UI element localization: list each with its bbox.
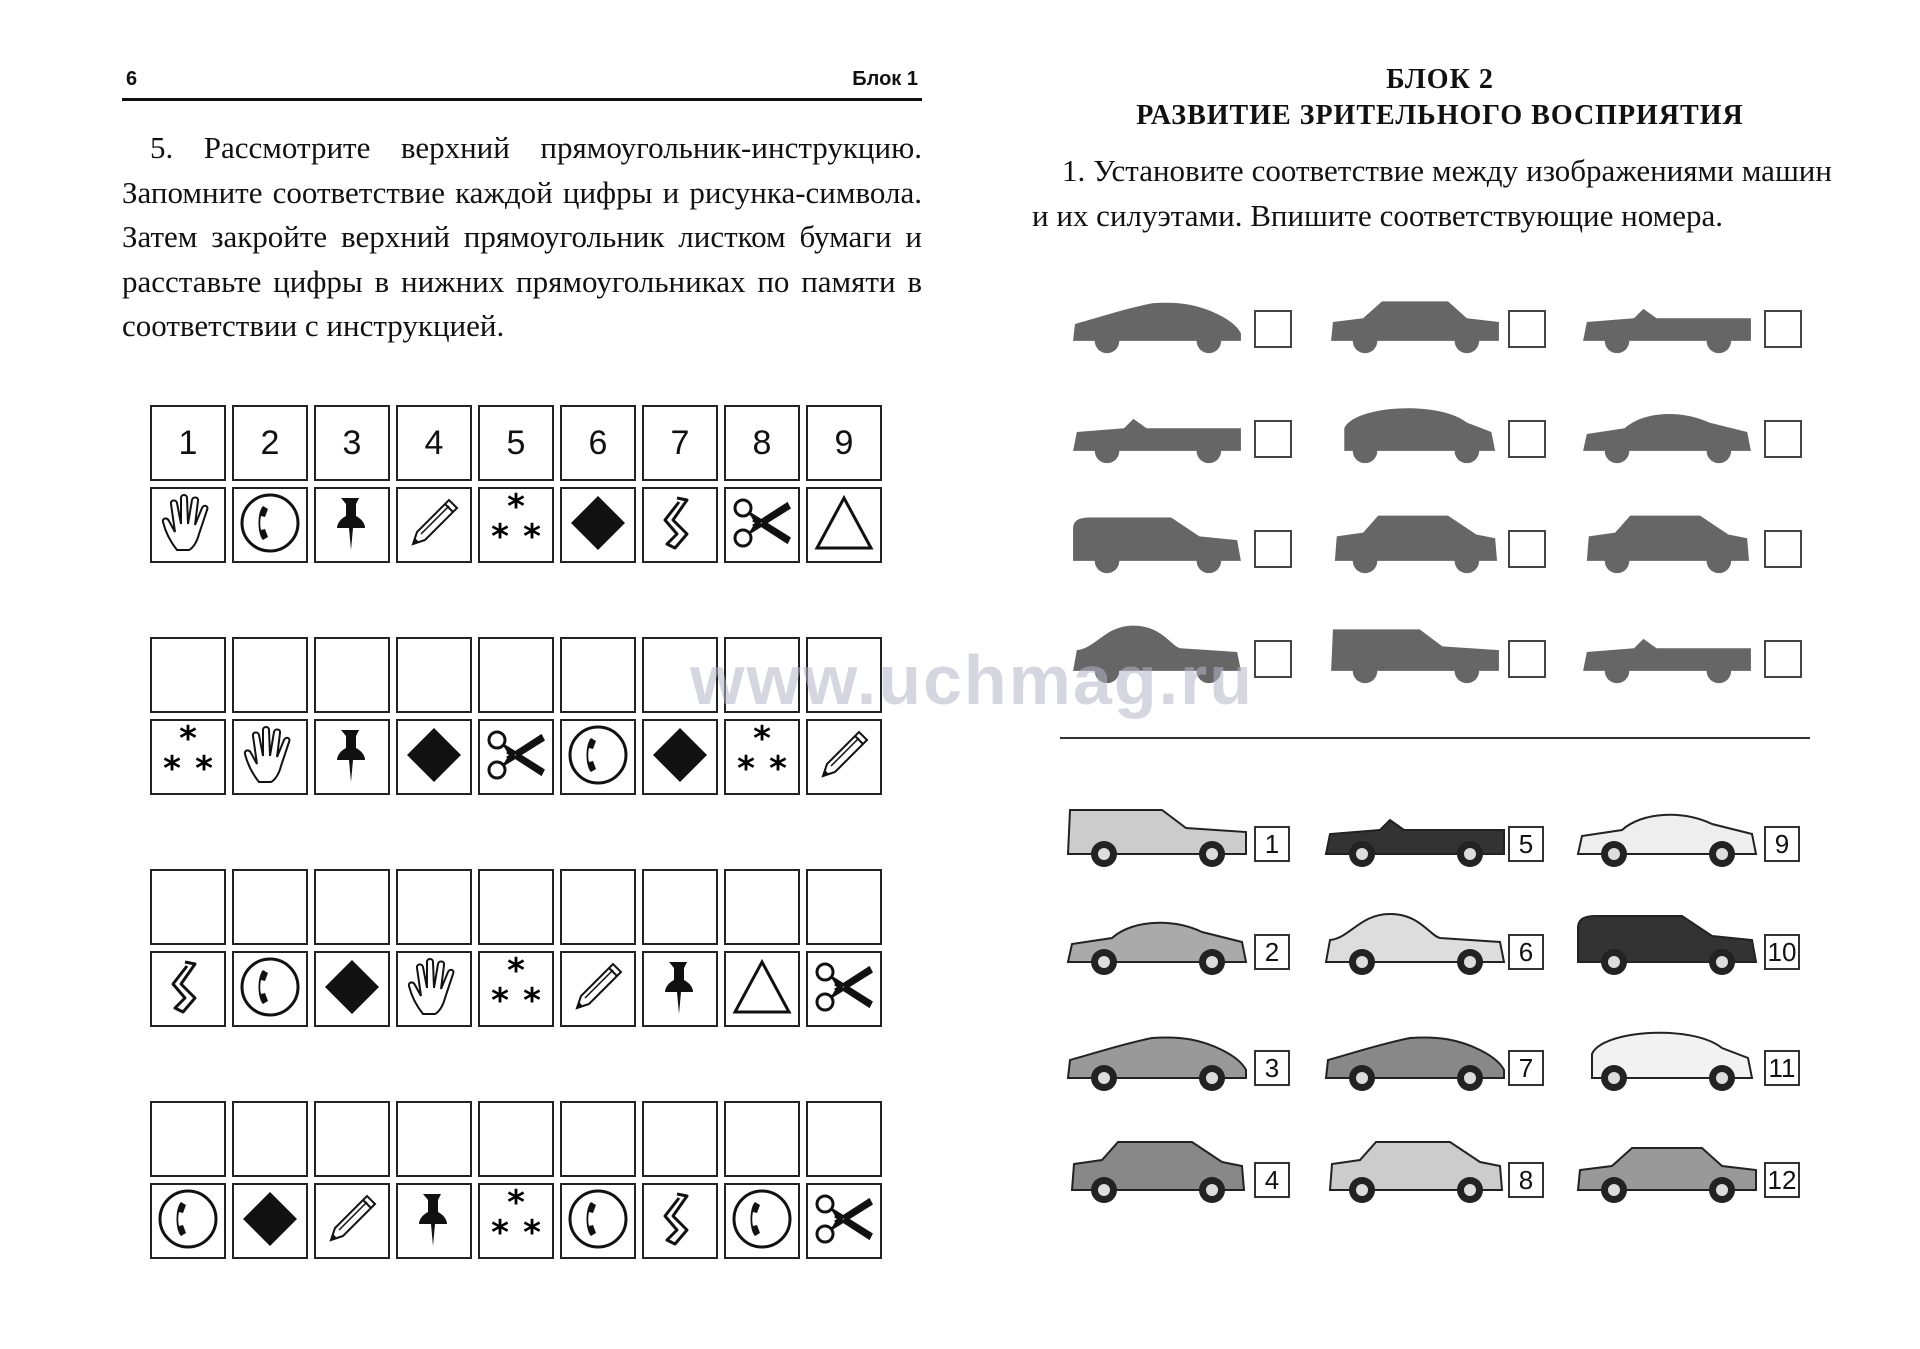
phone-icon	[729, 1186, 795, 1257]
sedan-silhouette	[1320, 290, 1510, 361]
mini-icon	[1320, 1136, 1510, 1211]
svg-text:*: *	[491, 516, 509, 556]
phone-icon	[155, 1186, 221, 1257]
diamond-icon	[319, 954, 385, 1025]
answer-box[interactable]	[560, 1101, 636, 1177]
svg-text:*: *	[507, 489, 525, 527]
paperclip-icon	[647, 1186, 713, 1257]
hand-icon-cell	[232, 719, 308, 795]
beetle-silhouette	[1320, 400, 1510, 471]
answer-box[interactable]	[396, 637, 472, 713]
pushpin-icon	[319, 722, 385, 793]
answer-box[interactable]	[150, 637, 226, 713]
answer-box[interactable]	[806, 1101, 882, 1177]
car-number: 4	[1254, 1162, 1290, 1198]
hatchback-silhouette	[1320, 510, 1510, 581]
exercise-grid-3	[150, 1101, 888, 1259]
scissors-icon-cell	[806, 1183, 882, 1259]
car-number: 10	[1764, 934, 1800, 970]
number-cell	[806, 405, 882, 481]
phone-icon-cell	[560, 1183, 636, 1259]
pencil-icon-cell	[314, 1183, 390, 1259]
hand-icon-cell	[150, 487, 226, 563]
number-cell	[642, 405, 718, 481]
phone-icon	[237, 490, 303, 561]
silhouette-answer-box[interactable]	[1508, 420, 1546, 458]
svg-text:*: *	[769, 748, 787, 788]
phone-icon	[237, 954, 303, 1025]
pencil-icon-cell	[806, 719, 882, 795]
scissors-icon	[483, 722, 549, 793]
answer-box[interactable]	[724, 869, 800, 945]
phone-icon-cell	[724, 1183, 800, 1259]
car-number: 12	[1764, 1162, 1800, 1198]
silhouette-answer-box[interactable]	[1764, 640, 1802, 678]
answer-box[interactable]	[478, 637, 554, 713]
diamond-icon-cell	[560, 487, 636, 563]
instruction-number: 1	[178, 423, 198, 462]
roadster-icon	[1572, 800, 1762, 875]
scissors-icon-cell	[724, 487, 800, 563]
hand-icon	[155, 490, 221, 561]
number-cell	[560, 405, 636, 481]
asterisks-icon-cell	[478, 951, 554, 1027]
hatchback-icon	[1062, 1136, 1252, 1211]
instruction-symbols-row	[150, 487, 888, 563]
pencil-icon	[401, 490, 467, 561]
answer-box[interactable]	[560, 637, 636, 713]
scissors-icon-cell	[806, 951, 882, 1027]
phone-icon	[565, 1186, 631, 1257]
phone-icon-cell	[232, 951, 308, 1027]
svg-text:*: *	[507, 953, 525, 991]
coupe-silhouette	[1572, 400, 1762, 471]
paperclip-icon	[647, 490, 713, 561]
answer-row	[150, 1101, 888, 1177]
answer-box[interactable]	[314, 869, 390, 945]
instruction-number: 5	[506, 423, 526, 462]
svg-text:*: *	[195, 748, 213, 788]
number-cell	[396, 405, 472, 481]
diamond-icon	[237, 1186, 303, 1257]
car-number: 9	[1764, 826, 1800, 862]
running-header	[122, 64, 922, 101]
number-cell	[150, 405, 226, 481]
pushpin-icon	[647, 954, 713, 1025]
pushpin-icon-cell	[396, 1183, 472, 1259]
answer-box[interactable]	[396, 869, 472, 945]
race-car-icon	[1062, 1024, 1252, 1099]
station-wagon-icon	[1062, 800, 1252, 875]
block-subtitle: РАЗВИТИЕ ЗРИТЕЛЬНОГО ВОСПРИЯТИЯ	[1136, 100, 1744, 131]
svg-text:*: *	[491, 980, 509, 1020]
number-cell	[232, 405, 308, 481]
phone-icon	[565, 722, 631, 793]
asterisks-icon	[729, 722, 795, 793]
diamond-icon-cell	[232, 1183, 308, 1259]
silhouette-answer-box[interactable]	[1254, 420, 1292, 458]
convertible-silhouette	[1062, 400, 1252, 471]
scissors-icon	[811, 954, 877, 1025]
pushpin-icon-cell	[642, 951, 718, 1027]
instruction-number: 3	[342, 423, 362, 462]
block-title: БЛОК 2	[1386, 64, 1494, 95]
instruction-grid	[150, 405, 888, 563]
svg-text:*: *	[753, 721, 771, 759]
diamond-icon-cell	[642, 719, 718, 795]
suv-icon	[1572, 908, 1762, 983]
vintage-car-icon	[1320, 908, 1510, 983]
wagon-silhouette	[1320, 620, 1510, 691]
running-head-title: Блок 1	[852, 68, 918, 90]
silhouette-answer-box[interactable]	[1508, 640, 1546, 678]
task-5-text: 5. Рассмотрите верхний прямоугольник-инструкцию. Запомните соответствие каждой цифры и рисунка-символа. Затем закройте верхний прямоугольник листком бумаги и расставьте цифры в нижних прямоугольниках по памяти в соответствии с инструкцией.	[122, 130, 922, 343]
silhouette-answer-box[interactable]	[1508, 530, 1546, 568]
answer-box[interactable]	[560, 869, 636, 945]
symbols-row	[150, 951, 888, 1027]
pushpin-icon	[401, 1186, 467, 1257]
instruction-number: 7	[670, 423, 690, 462]
scissors-icon	[729, 490, 795, 561]
scissors-icon-cell	[478, 719, 554, 795]
phone-icon-cell	[232, 487, 308, 563]
car-number: 5	[1508, 826, 1544, 862]
svg-text:*: *	[523, 516, 541, 556]
symbols-row	[150, 719, 888, 795]
symbols-row	[150, 1183, 888, 1259]
phone-icon-cell	[560, 719, 636, 795]
citroen-icon	[1572, 1024, 1762, 1099]
number-cell	[724, 405, 800, 481]
asterisks-icon	[483, 954, 549, 1025]
scissors-icon	[811, 1186, 877, 1257]
pushpin-icon-cell	[314, 487, 390, 563]
sports-car-icon	[1320, 1024, 1510, 1099]
answer-box[interactable]	[396, 1101, 472, 1177]
instruction-number: 2	[260, 423, 280, 462]
svg-text:*: *	[523, 1212, 541, 1252]
asterisks-icon-cell	[478, 487, 554, 563]
answer-box[interactable]	[232, 1101, 308, 1177]
diamond-icon	[401, 722, 467, 793]
silhouette-answer-box[interactable]	[1508, 310, 1546, 348]
exercise-grid-2	[150, 869, 888, 1027]
instruction-number: 4	[424, 423, 444, 462]
asterisks-icon-cell	[724, 719, 800, 795]
silhouette-answer-box[interactable]	[1764, 530, 1802, 568]
diamond-icon-cell	[314, 951, 390, 1027]
answer-box[interactable]	[232, 637, 308, 713]
pencil-icon	[811, 722, 877, 793]
instruction-number: 9	[834, 423, 854, 462]
sports-car-silhouette	[1062, 290, 1252, 361]
car-number: 1	[1254, 826, 1290, 862]
asterisks-icon-cell	[478, 1183, 554, 1259]
triangle-icon	[729, 954, 795, 1025]
asterisks-icon	[155, 722, 221, 793]
paperclip-icon-cell	[642, 487, 718, 563]
diamond-icon	[565, 490, 631, 561]
car-number: 11	[1764, 1050, 1800, 1086]
car-number: 3	[1254, 1050, 1290, 1086]
pencil-icon-cell	[560, 951, 636, 1027]
asterisks-icon	[483, 490, 549, 561]
instruction-number: 6	[588, 423, 608, 462]
answer-box[interactable]	[478, 869, 554, 945]
diamond-icon	[647, 722, 713, 793]
convertible-icon	[1320, 800, 1510, 875]
cabriolet-silhouette	[1572, 620, 1762, 691]
instruction-number: 8	[752, 423, 772, 462]
number-cell	[478, 405, 554, 481]
page-number: 6	[126, 68, 138, 90]
answer-box[interactable]	[806, 869, 882, 945]
answer-box[interactable]	[642, 1101, 718, 1177]
silhouette-answer-box[interactable]	[1764, 420, 1802, 458]
svg-text:*: *	[507, 1185, 525, 1223]
pushpin-icon-cell	[314, 719, 390, 795]
pencil-icon	[565, 954, 631, 1025]
silhouette-answer-box[interactable]	[1764, 310, 1802, 348]
answer-box[interactable]	[642, 869, 718, 945]
svg-text:*: *	[179, 721, 197, 759]
suv-silhouette	[1062, 510, 1252, 581]
svg-text:*: *	[737, 748, 755, 788]
paperclip-icon	[155, 954, 221, 1025]
answer-box[interactable]	[478, 1101, 554, 1177]
phone-icon-cell	[150, 1183, 226, 1259]
watermark: www.uchmag.ru	[690, 641, 1255, 719]
hand-icon	[237, 722, 303, 793]
pencil-icon-cell	[396, 487, 472, 563]
triangle-icon	[811, 490, 877, 561]
triangle-icon-cell	[806, 487, 882, 563]
diamond-icon-cell	[396, 719, 472, 795]
silhouette-answer-box[interactable]	[1254, 640, 1292, 678]
answer-box[interactable]	[232, 869, 308, 945]
asterisks-icon-cell	[150, 719, 226, 795]
answer-box[interactable]	[150, 869, 226, 945]
number-cell	[314, 405, 390, 481]
car-number: 2	[1254, 934, 1290, 970]
roadster-silhouette	[1572, 290, 1762, 361]
paperclip-icon-cell	[150, 951, 226, 1027]
car-number: 7	[1508, 1050, 1544, 1086]
answer-box[interactable]	[724, 1101, 800, 1177]
silhouette-answer-box[interactable]	[1254, 530, 1292, 568]
classic-car-icon	[1572, 1136, 1762, 1211]
pencil-icon	[319, 1186, 385, 1257]
divider-line	[1060, 737, 1810, 739]
car-number: 6	[1508, 934, 1544, 970]
coupe-icon	[1062, 908, 1252, 983]
task-1-text: 1. Установите соответствие между изображениями машин и их силуэтами. Впишите соответствующие номера.	[1032, 153, 1832, 233]
triangle-icon-cell	[724, 951, 800, 1027]
svg-text:*: *	[523, 980, 541, 1020]
silhouette-answer-box[interactable]	[1254, 310, 1292, 348]
answer-box[interactable]	[150, 1101, 226, 1177]
answer-box[interactable]	[314, 1101, 390, 1177]
instruction-numbers-row	[150, 405, 888, 481]
paperclip-icon-cell	[642, 1183, 718, 1259]
answer-box[interactable]	[314, 637, 390, 713]
asterisks-icon	[483, 1186, 549, 1257]
answer-row	[150, 869, 888, 945]
hatchback-silhouette	[1572, 510, 1762, 581]
pushpin-icon	[319, 490, 385, 561]
hand-icon	[401, 954, 467, 1025]
svg-text:*: *	[491, 1212, 509, 1252]
car-number: 8	[1508, 1162, 1544, 1198]
hand-icon-cell	[396, 951, 472, 1027]
svg-text:*: *	[163, 748, 181, 788]
